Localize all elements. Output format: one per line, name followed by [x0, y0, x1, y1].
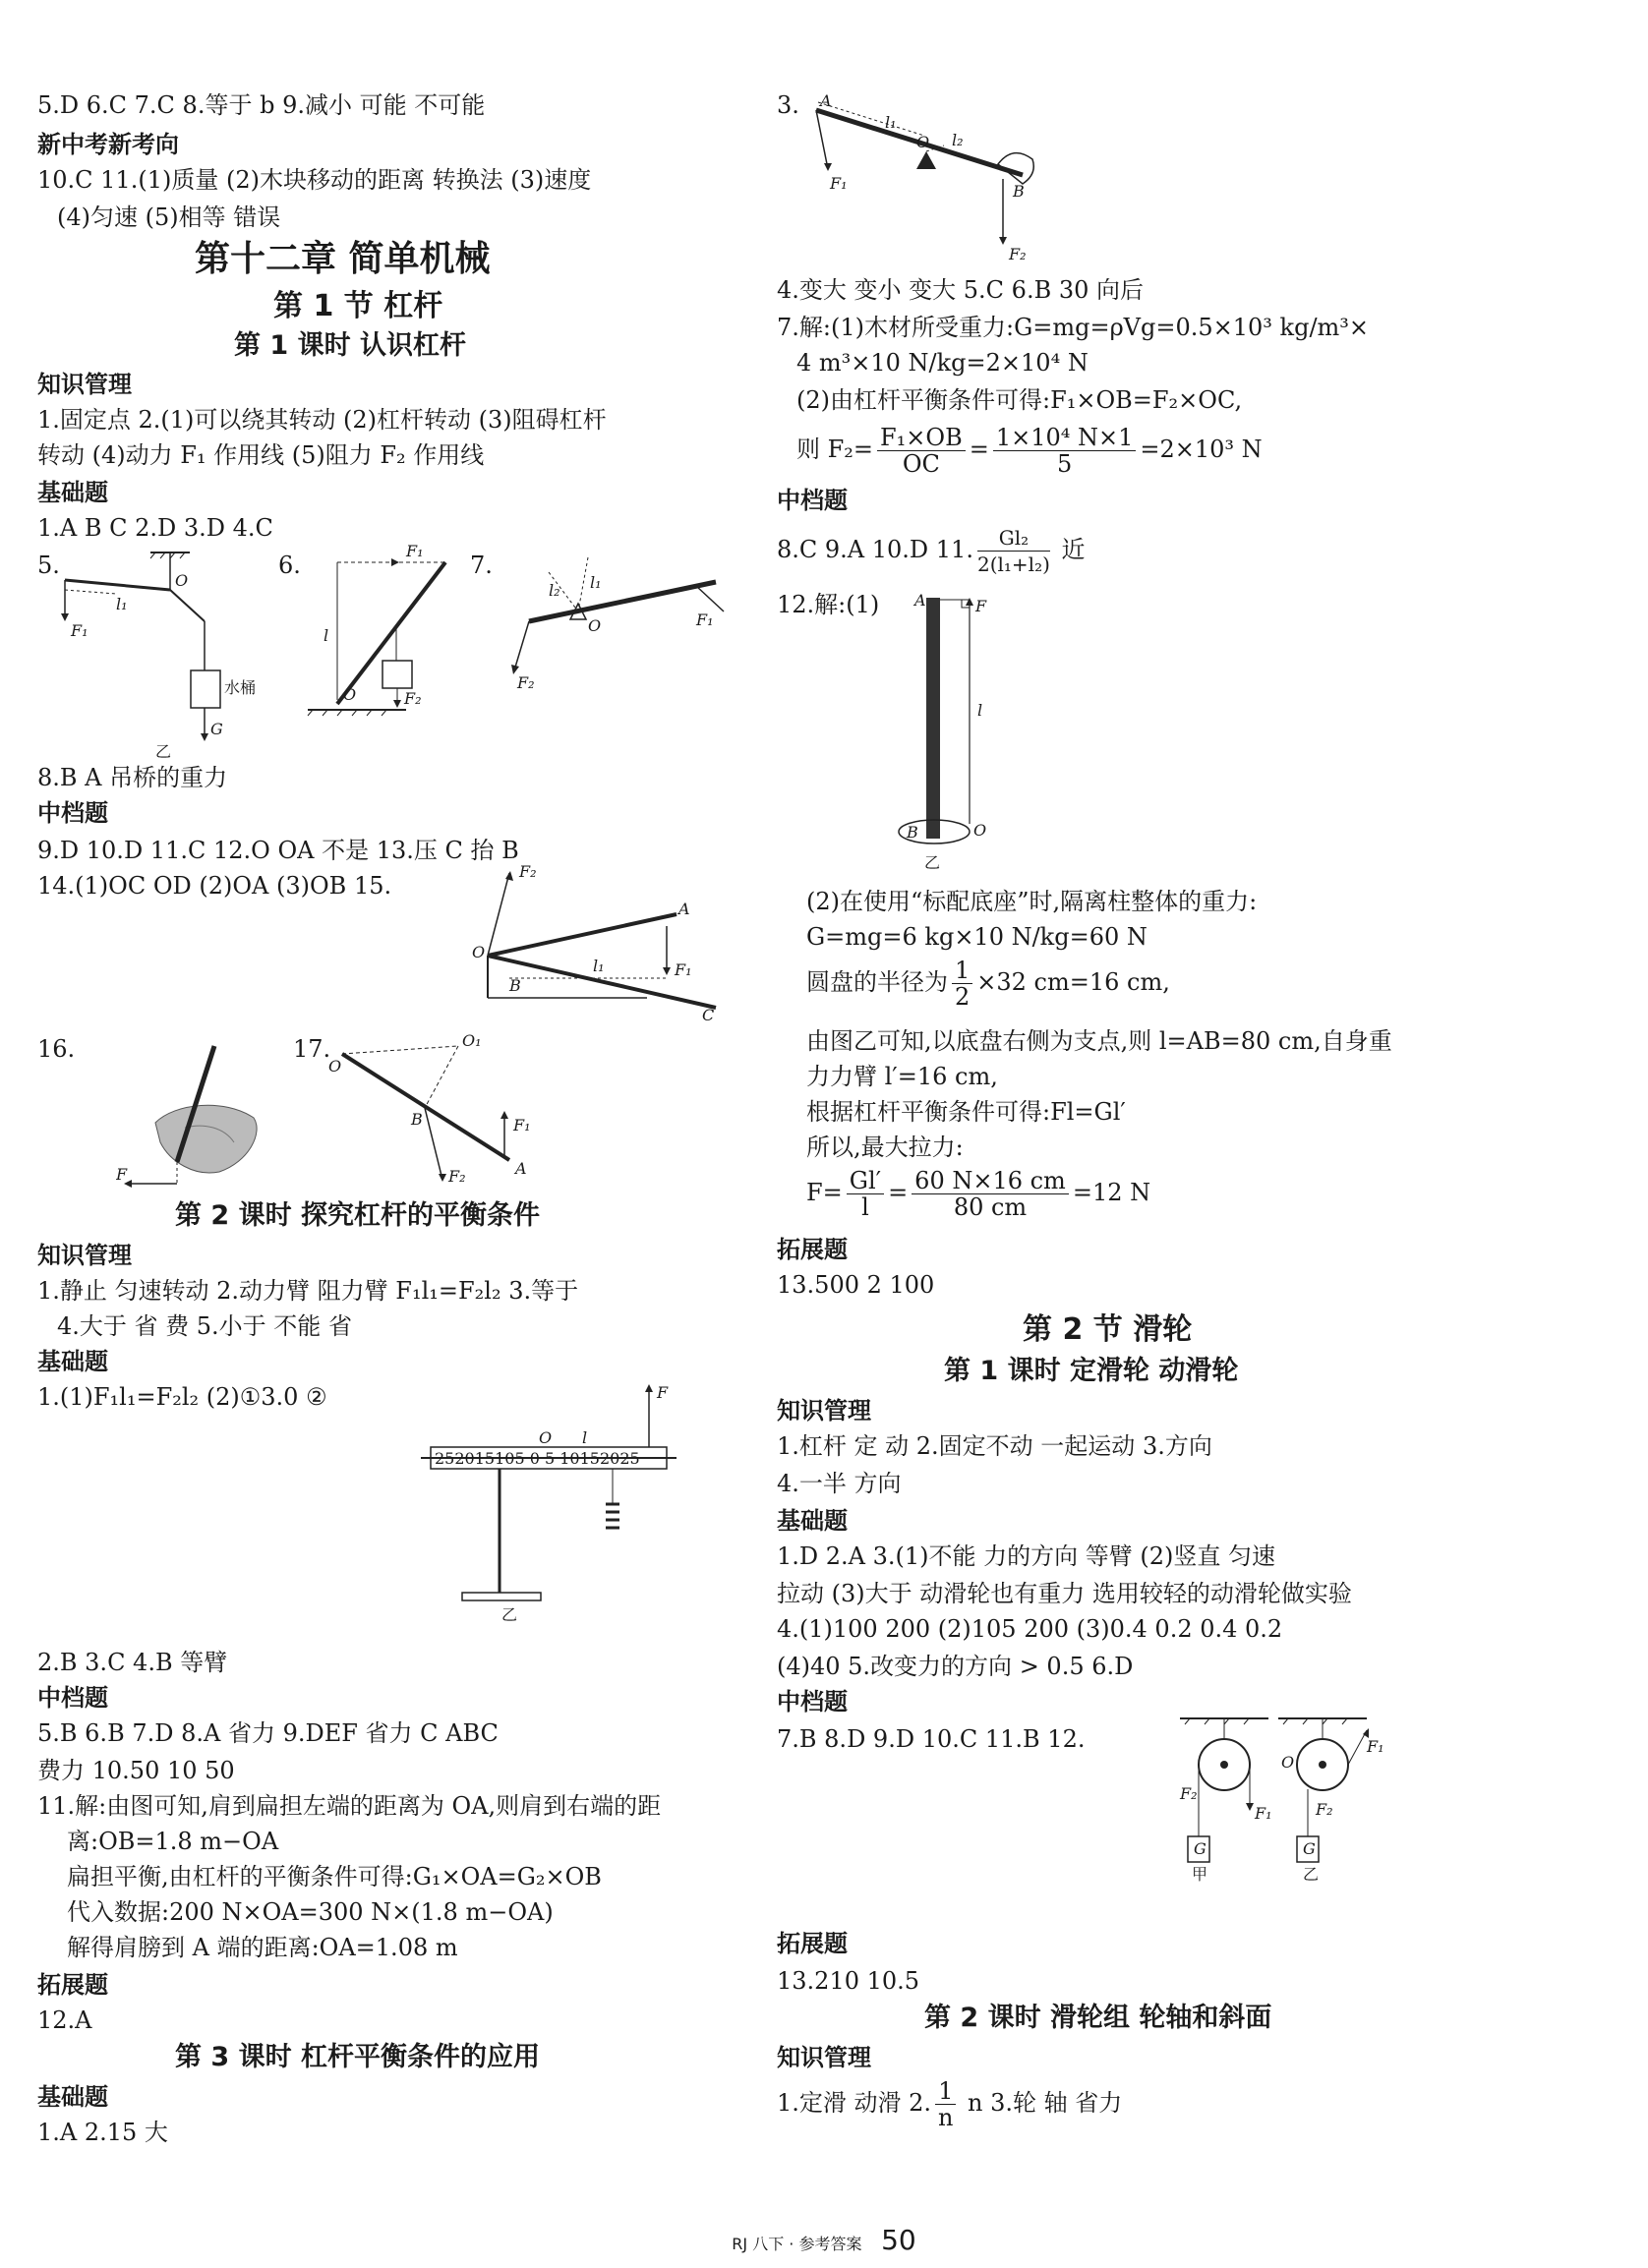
- svg-text:F₂: F₂: [1009, 245, 1027, 263]
- answer-line: G=mg=6 kg×10 N/kg=60 N: [806, 923, 1148, 951]
- section-label: 基础题: [777, 1507, 848, 1535]
- svg-text:O: O: [343, 685, 357, 704]
- figure-lever-crane: [298, 543, 475, 720]
- answer-line: 1.D 2.A 3.(1)不能 力的方向 等臂 (2)竖直 匀速: [777, 1542, 1276, 1570]
- section-label: 拓展题: [37, 1971, 108, 1999]
- answer-line: 14.(1)OC OD (2)OA (3)OB 15.: [37, 872, 392, 900]
- svg-text:O: O: [588, 616, 602, 635]
- fraction-numerator: F₁×OB: [877, 425, 966, 451]
- section-label: 知识管理: [37, 371, 132, 398]
- fraction: [952, 958, 972, 1010]
- figure-lever-3: [806, 90, 1062, 267]
- section-label: 基础题: [37, 2083, 108, 2111]
- answer-line: 13.500 2 100: [777, 1271, 935, 1299]
- formula-text: 则 F₂=: [796, 436, 874, 463]
- section-label: 中档题: [777, 487, 848, 514]
- section-label: 中档题: [37, 799, 108, 827]
- svg-text:l: l: [324, 626, 329, 645]
- answer-line: (4)40 5.改变力的方向 > 0.5 6.D: [777, 1653, 1134, 1680]
- footer-tag: RJ 八下 · 参考答案: [732, 2235, 862, 2253]
- section-label: 知识管理: [777, 1397, 871, 1425]
- page-number: 50: [881, 2224, 916, 2256]
- answer-line: 扁担平衡,由杠杆的平衡条件可得:G₁×OA=G₂×OB: [67, 1863, 602, 1890]
- figure-lever-seesaw: [500, 543, 736, 690]
- answer-line: 4.大于 省 费 5.小于 不能 省: [57, 1312, 352, 1340]
- answer-line: 7.解:(1)木材所受重力:G=mg=ρVg=0.5×10³ kg/m³×: [777, 314, 1370, 341]
- fraction-denominator: 2(l₁+l₂): [976, 552, 1050, 576]
- answer-line: 1.(1)F₁l₁=F₂l₂ (2)①3.0 ②: [37, 1383, 327, 1411]
- lesson-title: 第 2 课时 滑轮组 轮轴和斜面: [924, 2003, 1272, 2033]
- answer-line: 转动 (4)动力 F₁ 作用线 (5)阻力 F₂ 作用线: [37, 441, 485, 469]
- fraction-numerator: 1: [952, 958, 972, 984]
- section-title: 第 2 节 滑轮: [1023, 1312, 1193, 1347]
- answer-line: 13.210 10.5: [777, 1967, 920, 1995]
- svg-text:F: F: [975, 597, 987, 615]
- svg-text:l₁: l₁: [593, 957, 605, 975]
- question-number: 6.: [278, 552, 301, 579]
- answer-line: 2.B 3.C 4.B 等臂: [37, 1649, 228, 1676]
- fraction: [935, 2078, 956, 2130]
- answer-line: (2)在使用“标配底座”时,隔离柱整体的重力:: [806, 888, 1258, 915]
- svg-text:B: B: [509, 976, 521, 995]
- svg-text:F₁: F₁: [1255, 1804, 1272, 1823]
- answer-line: 拉动 (3)大于 动滑轮也有重力 选用较轻的动滑轮做实验: [777, 1580, 1352, 1607]
- figure-caption: 乙: [1303, 1865, 1320, 1884]
- figure-isolation-post: [885, 588, 1052, 883]
- answer-line: 1.杠杆 定 动 2.固定不动 一起运动 3.方向: [777, 1432, 1212, 1460]
- fraction-numerator: Gl₂: [977, 525, 1050, 552]
- figure-hand-pen: [116, 1034, 283, 1201]
- section-title: 第 1 节 杠杆: [273, 289, 443, 323]
- svg-text:l₂: l₂: [952, 131, 964, 149]
- formula-text: 圆盘的半径为: [806, 968, 948, 996]
- answer-line: 所以,最大拉力:: [806, 1134, 964, 1161]
- section-label: 知识管理: [37, 1242, 132, 1269]
- svg-text:A: A: [820, 91, 832, 110]
- svg-text:B: B: [411, 1110, 423, 1129]
- fraction-numerator: 60 N×16 cm: [912, 1168, 1069, 1194]
- ruler-scale: 252015105 0 5 10152025: [435, 1449, 640, 1468]
- answer-line: 1.静止 匀速转动 2.动力臂 阻力臂 F₁l₁=F₂l₂ 3.等于: [37, 1277, 579, 1305]
- question-number: 7.: [470, 552, 493, 579]
- fraction-denominator: l: [861, 1193, 869, 1221]
- svg-text:O₁: O₁: [462, 1034, 482, 1050]
- figure-lever-17: [323, 1034, 568, 1192]
- svg-text:O: O: [1281, 1753, 1295, 1772]
- svg-text:O: O: [175, 571, 189, 590]
- svg-text:l₁: l₁: [590, 573, 602, 592]
- figure-lever-bucket: [57, 543, 293, 759]
- svg-text:B: B: [1013, 182, 1025, 201]
- formula-text: 近: [1061, 536, 1086, 563]
- svg-text:l: l: [977, 701, 983, 720]
- svg-text:O: O: [539, 1428, 553, 1447]
- answer-line: 7.B 8.D 9.D 10.C 11.B 12.: [777, 1725, 1086, 1753]
- fraction-denominator: 2: [955, 983, 971, 1011]
- fraction-denominator: 5: [1056, 450, 1073, 478]
- answer-line: 11.解:由图可知,肩到扁担左端的距离为 OA,则肩到右端的距: [37, 1792, 662, 1820]
- section-label: 拓展题: [777, 1236, 848, 1263]
- formula-text: 1.定滑 动滑 2.: [777, 2089, 932, 2117]
- formula-text: F=: [806, 1179, 843, 1206]
- formula-line: F= $\frac{Gl'}{l}$ = $\frac{60 N\times 16 cm}{80 cm}$ =12 N: [806, 1167, 1151, 1221]
- svg-text:F: F: [116, 1165, 128, 1184]
- fraction-numerator: Gl′: [847, 1168, 884, 1194]
- formula-text: =12 N: [1072, 1179, 1151, 1206]
- svg-text:F₁: F₁: [830, 174, 848, 193]
- answer-line: 10.C 11.(1)质量 (2)木块移动的距离 转换法 (3)速度: [37, 166, 592, 194]
- formula-text: n 3.轮 轴 省力: [967, 2089, 1123, 2117]
- formula-text: =2×10³ N: [1140, 436, 1263, 463]
- answer-line: 9.D 10.D 11.C 12.O OA 不是 13.压 C 抬 B: [37, 837, 519, 864]
- page-footer: [0, 2224, 1648, 2256]
- figure-caption: 乙: [924, 853, 941, 872]
- section-label: 中档题: [37, 1684, 108, 1712]
- svg-text:A: A: [678, 900, 690, 918]
- svg-text:F₁: F₁: [1367, 1737, 1384, 1756]
- formula-line: 则 F₂= $\frac{\text{F₁×OB}}{OC}$ = $\frac{\text{1×10⁴ N×1}}{5}$ =2×10³ N: [796, 424, 1263, 478]
- section-label: 新中考新考向: [37, 131, 179, 158]
- question-number: 3.: [777, 91, 799, 119]
- chapter-title: 第十二章 简单机械: [195, 239, 491, 279]
- question-number: 16.: [37, 1035, 76, 1063]
- svg-text:G: G: [210, 720, 223, 738]
- answer-line: (4)匀速 (5)相等 错误: [57, 204, 281, 231]
- svg-text:F₂: F₂: [404, 689, 422, 708]
- formula-text: 8.C 9.A 10.D 11.: [777, 536, 973, 563]
- section-label: 中档题: [777, 1688, 848, 1716]
- fraction: [977, 525, 1050, 577]
- lesson-title: 第 2 课时 探究杠杆的平衡条件: [175, 1200, 540, 1231]
- lesson-title: 第 1 课时 定滑轮 动滑轮: [944, 1356, 1239, 1386]
- figure-lever-15: [450, 865, 736, 1022]
- answer-line: 代入数据:200 N×OA=300 N×(1.8 m−OA): [67, 1898, 554, 1926]
- fraction-numerator: 1×10⁴ N×1: [993, 425, 1137, 451]
- svg-text:G: G: [1303, 1839, 1316, 1858]
- answer-line: 由图乙可知,以底盘右侧为支点,则 l=AB=80 cm,自身重: [806, 1027, 1392, 1055]
- answer-line: 离:OB=1.8 m−OA: [67, 1828, 279, 1855]
- svg-text:F₁: F₁: [513, 1116, 531, 1134]
- section-label: 拓展题: [777, 1930, 848, 1957]
- svg-text:O: O: [472, 943, 486, 961]
- lesson-title: 第 3 课时 杠杆平衡条件的应用: [175, 2042, 540, 2072]
- fraction: [912, 1168, 1069, 1220]
- answer-line: (2)由杠杆平衡条件可得:F₁×OB=F₂×OC,: [796, 386, 1243, 414]
- fraction-denominator: OC: [902, 450, 940, 478]
- svg-text:l₂: l₂: [549, 581, 560, 600]
- figure-caption: 乙: [155, 742, 172, 759]
- svg-text:l₁: l₁: [885, 113, 897, 132]
- answer-line: 1.A 2.15 大: [37, 2119, 168, 2146]
- formula-line: [777, 2074, 1122, 2131]
- formula-line: [806, 954, 1170, 1011]
- figure-ruler-lever: [391, 1376, 686, 1622]
- svg-text:l: l: [582, 1428, 588, 1447]
- section-label: 基础题: [37, 1348, 108, 1375]
- svg-text:F₂: F₂: [519, 865, 537, 881]
- fraction-numerator: 1: [935, 2078, 956, 2105]
- question-number: 12.解:(1): [777, 591, 880, 618]
- fraction-denominator: n: [937, 2104, 954, 2131]
- svg-text:F₂: F₂: [1316, 1800, 1333, 1819]
- svg-text:O: O: [328, 1057, 342, 1076]
- svg-text:F₁: F₁: [406, 543, 424, 560]
- svg-text:G: G: [1194, 1839, 1207, 1858]
- svg-text:A: A: [914, 591, 926, 610]
- svg-text:F₂: F₂: [448, 1167, 466, 1186]
- figure-caption: 乙: [501, 1605, 518, 1622]
- formula-line: [777, 521, 1086, 578]
- fraction: [993, 425, 1137, 477]
- svg-text:B: B: [907, 823, 918, 842]
- answer-line: 根据杠杆平衡条件可得:Fl=Gl′: [806, 1098, 1126, 1126]
- svg-text:F₁: F₁: [696, 611, 714, 629]
- answer-line: 4.(1)100 200 (2)105 200 (3)0.4 0.2 0.4 0.2: [777, 1615, 1283, 1643]
- answer-line: 4.变大 变小 变大 5.C 6.B 30 向后: [777, 276, 1145, 304]
- svg-text:F: F: [657, 1383, 669, 1402]
- section-label: 基础题: [37, 479, 108, 506]
- figure-pulleys: [1170, 1711, 1386, 1917]
- fraction: [847, 1168, 884, 1220]
- answer-line: 1.固定点 2.(1)可以绕其转动 (2)杠杆转动 (3)阻碍杠杆: [37, 406, 607, 434]
- svg-text:O: O: [973, 821, 987, 840]
- svg-text:F₂: F₂: [517, 673, 535, 690]
- answer-line: 4 m³×10 N/kg=2×10⁴ N: [796, 349, 1089, 377]
- answer-line: 力力臂 l′=16 cm,: [806, 1063, 998, 1090]
- answer-line: 4.一半 方向: [777, 1470, 902, 1497]
- question-number: 5.: [37, 552, 60, 579]
- answer-line: 费力 10.50 10 50: [37, 1757, 235, 1784]
- formula-text: ×32 cm=16 cm,: [976, 968, 1170, 996]
- fraction: [877, 425, 966, 477]
- section-label: 知识管理: [777, 2044, 871, 2071]
- lesson-title: 第 1 课时 认识杠杆: [234, 330, 466, 361]
- bucket-label: 水桶: [224, 678, 257, 697]
- svg-text:F₁: F₁: [675, 960, 692, 979]
- svg-text:A: A: [515, 1159, 527, 1178]
- answer-line: 12.A: [37, 2006, 92, 2034]
- svg-text:F₂: F₂: [1180, 1784, 1198, 1803]
- svg-text:l₁: l₁: [116, 595, 128, 613]
- figure-caption: 甲: [1192, 1865, 1208, 1884]
- svg-text:O: O: [916, 133, 930, 151]
- svg-text:F₁: F₁: [71, 621, 88, 640]
- fraction-denominator: 80 cm: [953, 1193, 1028, 1221]
- answer-line: 8.B A 吊桥的重力: [37, 764, 228, 791]
- answer-line: 5.D 6.C 7.C 8.等于 b 9.减小 可能 不可能: [37, 91, 486, 119]
- question-number: 17.: [293, 1035, 331, 1063]
- svg-text:C: C: [702, 1006, 715, 1022]
- answer-line: 1.A B C 2.D 3.D 4.C: [37, 514, 273, 542]
- answer-line: 解得肩膀到 A 端的距离:OA=1.08 m: [67, 1934, 458, 1961]
- answer-line: 5.B 6.B 7.D 8.A 省力 9.DEF 省力 C ABC: [37, 1719, 499, 1747]
